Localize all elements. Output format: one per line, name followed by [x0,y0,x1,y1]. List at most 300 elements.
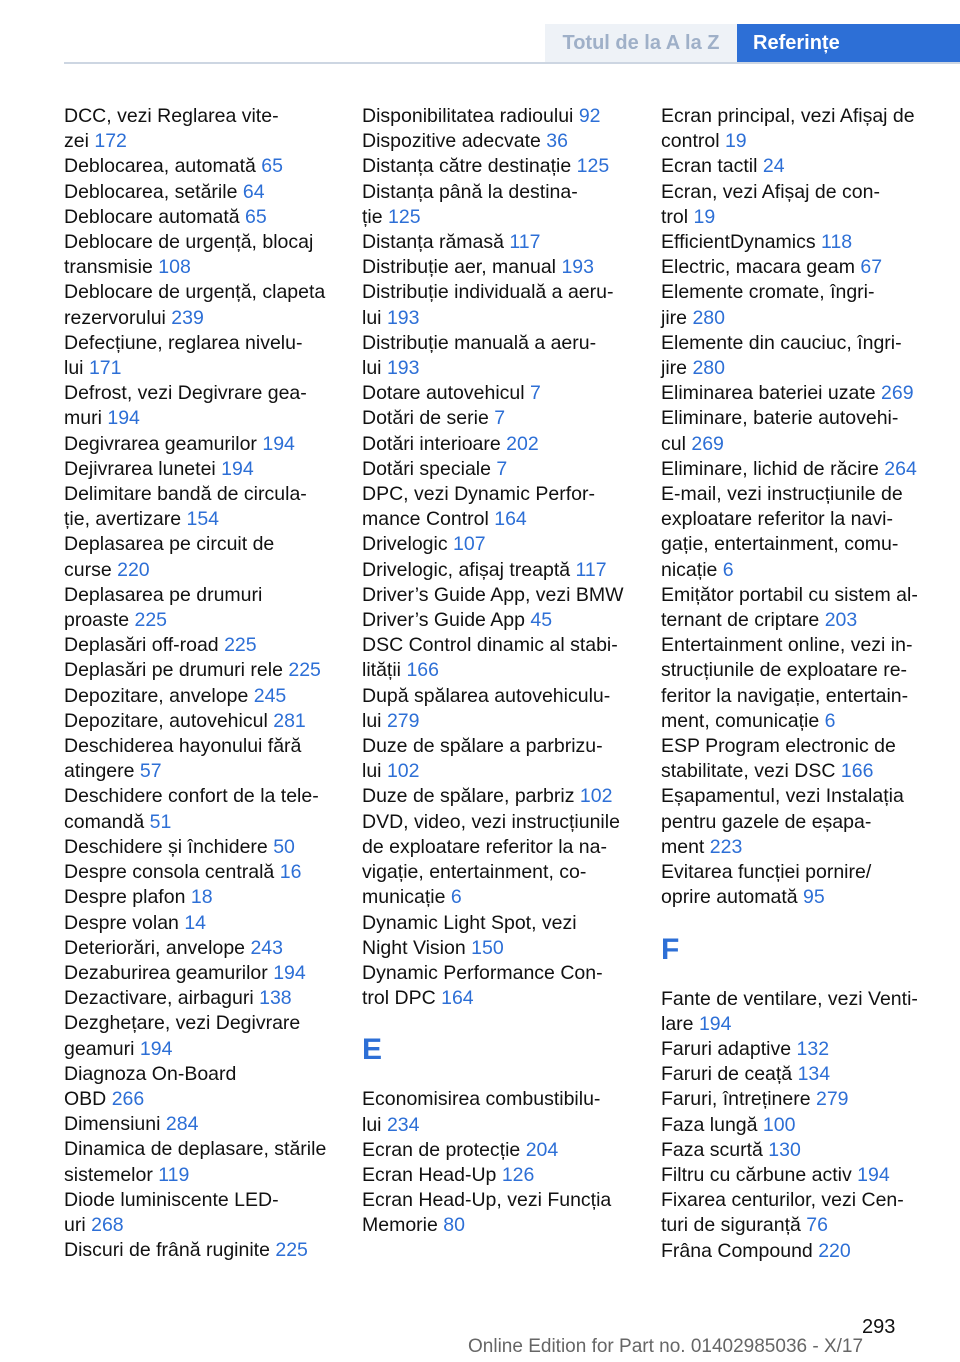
index-entry-text [362,306,637,331]
index-entry-text [64,911,339,936]
page-reference-link[interactable]: 268 [91,1213,124,1236]
page-reference-link[interactable]: 171 [88,357,122,380]
index-entry-text [64,684,339,709]
index-entry-term: Drivelogic [362,533,448,556]
page-number: 293 [862,1316,896,1338]
page-reference-link[interactable]: 194 [262,432,295,455]
index-entry-text [661,381,931,406]
index-entry-text [64,835,339,860]
index-entry-text [362,658,637,683]
chapter-tab[interactable]: Referințe [737,24,960,62]
page-reference-link[interactable]: 154 [186,508,220,531]
index-entry-text [64,1213,339,1238]
index-entry-text [64,1188,339,1213]
index-entry [661,583,931,633]
index-entry [64,734,339,784]
index-entry-text [64,558,339,583]
index-entry-term: Degivrarea geamurilor [64,432,257,455]
page-reference-link[interactable]: 166 [406,659,439,682]
index-entry-text [64,406,339,431]
index-entry-term: ție [362,205,383,228]
page-reference-link[interactable]: 125 [388,205,421,228]
index-entry [661,1062,931,1087]
index-entry-text [64,104,339,129]
index-entry-term: Depozitare, autovehicul [64,709,268,732]
index-entry-term: Faza lungă [661,1113,758,1136]
index-entry [661,1087,931,1112]
index-entry-term: control [661,130,720,153]
index-entry-term: Entertainment online, vezi in- [661,634,913,657]
index-column-2 [362,104,637,1239]
index-entry-text [362,180,637,205]
index-entry [64,1188,339,1238]
page-reference-link[interactable]: 14 [184,911,207,934]
index-entry [362,911,637,961]
page-reference-link[interactable]: 220 [818,1239,851,1262]
index-entry-term: Ecran de protecție [362,1138,521,1161]
page-reference-link[interactable]: 164 [494,508,527,531]
index-entry-term: Despre plafon [64,886,186,909]
index-entry-term: lare [661,1012,694,1035]
index-entry-text [64,734,339,759]
index-entry [64,1238,339,1263]
index-entry-term: jire [661,306,688,329]
page-reference-link[interactable]: 102 [579,785,613,808]
page-reference-link[interactable]: 126 [501,1163,535,1186]
index-entry-text [64,255,339,280]
page-reference-link[interactable]: 18 [190,886,213,909]
index-entry-text [661,1113,931,1138]
index-entry-term: proaste [64,609,130,632]
index-entry [661,734,931,784]
index-entry [64,835,339,860]
page-reference-link[interactable]: 45 [530,609,553,632]
index-entry-term: Diagnoza On-Board [64,1062,237,1085]
index-entry-text [661,583,931,608]
index-entry-term: Ecran tactil [661,155,758,178]
index-entry [661,1113,931,1138]
index-entry-term: Depozitare, anvelope [64,684,249,707]
index-entry-text [661,1062,931,1087]
page-reference-link[interactable]: 95 [803,886,825,909]
index-entry-text [661,684,931,709]
page-reference-link[interactable]: 100 [762,1113,796,1136]
index-entry-text [64,482,339,507]
index-entry-text [362,432,637,457]
index-entry-term: Deblocare de urgență, blocaj [64,231,314,254]
index-entry-term: Faruri, întreținere [661,1088,811,1111]
index-entry-term: trol [661,205,689,228]
index-entry [64,860,339,885]
index-entry-text [661,230,931,255]
index-entry-text [661,205,931,230]
page-reference-link[interactable]: 134 [797,1063,831,1086]
page-reference-link[interactable]: 225 [288,659,321,682]
index-entry-text [661,608,931,633]
index-entry-term: Eliminarea bateriei uzate [661,382,876,405]
page-reference-link[interactable]: 36 [546,130,568,153]
index-entry-text [362,104,637,129]
index-entry-term: Defecțiune, reglarea nivelu- [64,331,303,354]
page-reference-link[interactable]: 243 [250,936,283,959]
index-entry-text [64,331,339,356]
index-entry-term: EfficientDynamics [661,231,816,254]
index-entry [661,104,931,154]
index-entry-term: Ecran principal, vezi Afișaj de [661,105,915,127]
page-reference-link[interactable]: 150 [471,936,504,959]
index-entry-text [64,810,339,835]
index-entry-term: Faruri de ceață [661,1063,793,1086]
index-entry-term: cul [661,432,686,455]
page-reference-link[interactable]: 194 [139,1037,173,1060]
page-reference-link[interactable]: 194 [273,961,306,984]
index-entry-text [661,280,931,305]
index-entry-text [362,583,637,608]
index-entry [64,684,339,709]
index-entry-term: oprire automată [661,886,798,909]
index-entry-text [362,280,637,305]
index-entry-text [661,532,931,557]
index-entry-text [362,835,637,860]
index-entry-term: nicație [661,558,718,581]
page-reference-link[interactable]: 280 [692,357,725,380]
index-entry-text [661,734,931,759]
index-entry [661,154,931,179]
index-entry [64,986,339,1011]
index-entry-text [661,1037,931,1062]
index-entry-text [64,1011,339,1036]
index-entry-text [64,885,339,910]
index-entry-term: Distanța până la destina- [362,180,578,203]
page-reference-link[interactable]: 138 [259,987,292,1010]
page-reference-link[interactable]: 193 [561,256,594,279]
index-entry-text [64,507,339,532]
index-entry-text [661,1239,931,1264]
index-entry-text [661,457,931,482]
index-entry-text [64,205,339,230]
index-entry [661,784,931,860]
index-entry-term: Evitarea funcției pornire/ [661,861,872,884]
index-entry-term: Drivelogic, afișaj treaptă [362,558,571,581]
index-entry-text [661,633,931,658]
index-entry-term: DVD, video, vezi instrucțiunile [362,810,620,833]
index-entry-text [661,331,931,356]
index-entry [64,104,339,154]
page-reference-link[interactable]: 193 [386,306,420,329]
index-entry-term: Emițător portabil cu sistem al- [661,583,918,606]
page-reference-link[interactable]: 117 [509,231,541,254]
index-entry-term: E-mail, vezi instrucțiunile de [661,483,903,506]
page-reference-link[interactable]: 264 [884,457,917,480]
index-entry-term: sistemelor [64,1163,153,1186]
index-entry-term: Elemente cromate, îngri- [661,281,875,304]
page-reference-link[interactable]: 225 [134,609,168,632]
index-entry-term: Fixarea centurilor, vezi Cen- [661,1189,904,1212]
page-reference-link[interactable]: 194 [107,407,140,430]
index-entry-text [661,1163,931,1188]
index-entry [661,331,931,381]
page-reference-link[interactable]: 234 [386,1113,420,1136]
index-entry-term: lității [362,659,402,682]
index-entry-text [661,104,931,129]
page-reference-link[interactable]: 108 [158,256,191,279]
page-reference-link[interactable]: 76 [806,1214,828,1237]
index-column-3 [661,104,931,1264]
index-entry-text [64,180,339,205]
index-entry [64,381,339,431]
page-reference-link[interactable]: 279 [386,709,420,732]
index-entry [362,961,637,1011]
index-entry [661,1163,931,1188]
page-reference-link[interactable]: 225 [224,634,257,657]
index-entry-text [362,406,637,431]
index-column-1 [64,104,339,1263]
index-entry-text [362,734,637,759]
index-entry [362,784,637,809]
index-entry-text [362,482,637,507]
page-reference-link[interactable]: 281 [273,709,306,732]
index-entry [64,633,339,658]
page-reference-link[interactable]: 6 [722,558,734,581]
page-reference-link[interactable]: 166 [840,760,874,783]
index-entry-text [661,658,931,683]
page-reference-link[interactable]: 65 [245,205,267,228]
index-entry [64,1112,339,1137]
index-entry-term: DCC, vezi Reglarea vite- [64,105,279,127]
page-reference-link[interactable]: 19 [724,130,747,153]
index-entry-term: Distribuție manuală a aeru- [362,331,597,354]
page-reference-link[interactable]: 64 [242,180,265,203]
index-entry-text [661,835,931,860]
page-reference-link[interactable]: 7 [530,382,541,405]
page-reference-link[interactable]: 172 [94,130,127,153]
index-entry-term: Driver’s Guide App [362,609,525,632]
page-reference-link[interactable]: 204 [525,1138,559,1161]
index-entry-text [362,1113,637,1138]
index-entry-text [661,1138,931,1163]
index-entry-text [362,507,637,532]
page-reference-link[interactable]: 24 [762,155,785,178]
index-entry-text [64,709,339,734]
index-entry [362,482,637,532]
index-entry [362,684,637,734]
page-reference-link[interactable]: 164 [441,987,474,1010]
index-entry-text [64,280,339,305]
page-reference-link[interactable]: 107 [453,533,486,556]
page-reference-link[interactable]: 50 [273,835,295,858]
index-entry [661,280,931,330]
index-entry-term: Discuri de frână ruginite [64,1239,270,1262]
index-entry [64,784,339,834]
index-entry-term: atingere [64,760,135,783]
page-reference-link[interactable]: 119 [158,1163,190,1186]
index-entry-term: Deteriorări, anvelope [64,936,246,959]
page-reference-link[interactable]: 7 [494,407,506,430]
index-entry-term: lui [362,760,382,783]
index-entry-text [362,1188,637,1213]
index-entry-term: Frâna Compound [661,1239,813,1262]
index-entry-text [661,885,931,910]
index-entry-text [661,432,931,457]
page-reference-link[interactable]: 239 [171,306,204,329]
page-reference-link[interactable]: 6 [450,886,462,909]
index-entry-text [362,1138,637,1163]
page-reference-link[interactable]: 194 [698,1012,732,1035]
page-reference-link[interactable]: 92 [578,105,601,127]
index-entry-text [64,936,339,961]
index-entry-term: Despre consola centrală [64,861,275,884]
index-entry-text [64,1238,339,1263]
index-entry-text [64,432,339,457]
index-entry-text [661,129,931,154]
page-reference-link[interactable]: 225 [275,1239,308,1262]
page-reference-link[interactable]: 117 [575,558,607,581]
index-entry-text [64,759,339,784]
index-entry-term: Memorie [362,1214,438,1237]
index-entry-term: Dotare autovehicul [362,382,525,405]
index-entry-term: Deplasarea pe circuit de [64,533,275,556]
page-reference-link[interactable]: 125 [576,155,610,178]
index-entry [362,154,637,179]
index-entry [64,1062,339,1112]
index-entry [362,180,637,230]
index-entry-text [362,885,637,910]
index-entry [362,457,637,482]
page-reference-link[interactable]: 279 [815,1088,849,1111]
index-section-letter: E [362,1033,383,1067]
index-entry-term: de exploatare referitor la na- [362,835,607,858]
index-entry [661,180,931,230]
index-entry [362,558,637,583]
index-entry-text [661,759,931,784]
index-entry-term: DPC, vezi Dynamic Perfor- [362,483,595,506]
page-reference-link[interactable]: 269 [691,432,724,455]
index-entry [362,583,637,633]
index-entry-text [661,987,931,1012]
page-reference-link[interactable]: 102 [386,760,420,783]
index-entry-term: jire [661,357,688,380]
index-entry [362,104,637,129]
index-entry-term: Deschidere și închidere [64,835,268,858]
page-reference-link[interactable]: 65 [261,155,283,178]
index-entry-term: Defrost, vezi Degivrare gea- [64,382,307,405]
index-entry-term: Dotări interioare [362,432,501,455]
index-entry-term: Electric, macara geam [661,256,855,279]
index-entry-text [661,154,931,179]
index-entry-text [362,457,637,482]
index-entry [64,457,339,482]
page-reference-link[interactable]: 51 [149,810,172,833]
index-entry-term: Night Vision [362,936,466,959]
index-entry-text [362,1087,637,1112]
index-entry [64,658,339,683]
page-reference-link[interactable]: 19 [693,205,716,228]
page-reference-link[interactable]: 280 [692,306,725,329]
page-reference-link[interactable]: 284 [165,1113,199,1136]
index-entry-term: Dynamic Performance Con- [362,961,603,984]
index-entry [362,1138,637,1163]
page-reference-link[interactable]: 266 [111,1087,145,1110]
index-entry-term: OBD [64,1087,107,1110]
page-reference-link[interactable]: 7 [496,457,508,480]
index-entry-term: municație [362,886,446,909]
page-reference-link[interactable]: 130 [768,1138,801,1161]
page-reference-link[interactable]: 220 [117,558,150,581]
index-entry-text [661,356,931,381]
index-entry [64,230,339,280]
section-tab[interactable]: Totul de la A la Z [545,24,737,62]
page-reference-link[interactable]: 194 [857,1163,890,1186]
index-entry-term: Fante de ventilare, vezi Venti- [661,987,918,1010]
index-entry-text [362,986,637,1011]
index-entry-text [661,784,931,809]
index-entry-text [661,507,931,532]
page-reference-link[interactable]: 6 [824,709,836,732]
index-entry [661,255,931,280]
index-entry [362,532,637,557]
page-reference-link[interactable]: 118 [821,231,853,254]
index-entry-text [661,1188,931,1213]
index-entry [661,406,931,456]
page-reference-link[interactable]: 80 [443,1214,465,1237]
index-entry-term: transmisie [64,256,153,279]
page-reference-link[interactable]: 223 [709,835,743,858]
index-entry-term: Deschiderea hayonului fără [64,735,302,758]
index-entry [64,331,339,381]
page-reference-link[interactable]: 67 [860,256,883,279]
index-entry-term: Dimensiuni [64,1113,161,1136]
page-reference-link[interactable]: 203 [824,609,858,632]
index-entry-term: Distribuție aer, manual [362,256,557,279]
index-entry-term: Eșapamentul, vezi Instalația [661,785,904,808]
index-entry-term: Distanța către destinație [362,155,572,178]
index-entry-term: Deblocare de urgență, clapeta [64,281,326,304]
index-entry [64,936,339,961]
index-entry [362,280,637,330]
index-entry-text [64,230,339,255]
index-entry-term: turi de siguranță [661,1214,801,1237]
page-reference-link[interactable]: 57 [139,760,162,783]
page-reference-link[interactable]: 193 [386,357,420,380]
index-entry [661,482,931,583]
index-entry [661,987,931,1037]
index-entry-term: Dotări de serie [362,407,489,430]
index-entry-text [362,810,637,835]
index-entry [64,432,339,457]
index-entry [64,1137,339,1187]
index-entry-text [362,608,637,633]
page-reference-link[interactable]: 132 [796,1037,830,1060]
index-entry-term: Despre volan [64,911,179,934]
index-entry-term: trol DPC [362,987,436,1010]
page-reference-link[interactable]: 16 [279,861,302,884]
index-section-letter: F [661,932,680,966]
index-entry-term: Distanța rămasă [362,231,504,254]
index-entry-text [661,482,931,507]
index-entry-term: Driver’s Guide App, vezi BMW [362,583,624,606]
page-reference-link[interactable]: 269 [881,382,914,405]
edition-footer: Online Edition for Part no. 01402985036 - X/17 [468,1336,864,1357]
index-entry [64,482,339,532]
page-reference-link[interactable]: 245 [253,684,287,707]
page-reference-link[interactable]: 202 [506,432,539,455]
page-reference-link[interactable]: 194 [221,457,254,480]
index-entry-text [64,633,339,658]
index-entry-term: Disponibilitatea radioului [362,105,574,127]
index-entry-text [362,860,637,885]
index-entry-text [661,1087,931,1112]
index-entry-term: Ecran Head-Up [362,1163,497,1186]
